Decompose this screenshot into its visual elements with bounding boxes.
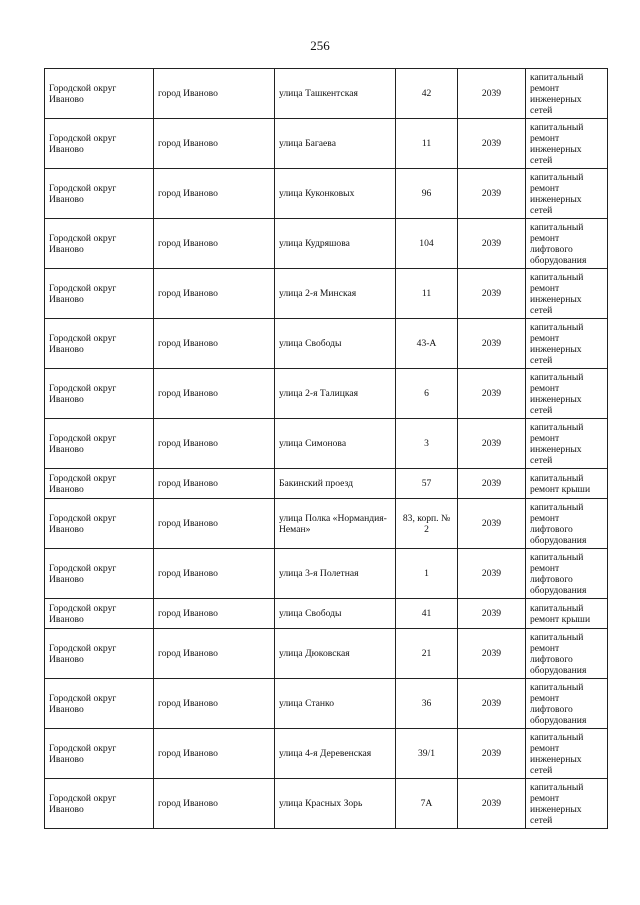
city-cell: город Иваново (154, 549, 275, 599)
work-type-cell: капитальный ремонт инженерных сетей (526, 729, 608, 779)
municipal-district-cell: Городской округ Иваново (45, 499, 154, 549)
city-cell: город Иваново (154, 629, 275, 679)
house-number-cell: 7А (396, 779, 458, 829)
street-cell: улица Свободы (275, 319, 396, 369)
municipal-district-cell: Городской округ Иваново (45, 549, 154, 599)
house-number-cell: 104 (396, 219, 458, 269)
house-number-cell: 43-А (396, 319, 458, 369)
table-row (45, 219, 608, 269)
street-cell: улица Кудряшова (275, 219, 396, 269)
city-cell: город Иваново (154, 419, 275, 469)
year-cell: 2039 (458, 169, 526, 219)
work-type-cell: капитальный ремонт инженерных сетей (526, 169, 608, 219)
house-number-cell: 6 (396, 369, 458, 419)
city-cell: город Иваново (154, 169, 275, 219)
city-cell: город Иваново (154, 679, 275, 729)
year-cell: 2039 (458, 599, 526, 629)
work-type-cell: капитальный ремонт инженерных сетей (526, 69, 608, 119)
city-cell: город Иваново (154, 319, 275, 369)
work-type-cell: капитальный ремонт лифтового оборудования (526, 629, 608, 679)
house-number-cell: 39/1 (396, 729, 458, 779)
house-number-cell: 11 (396, 119, 458, 169)
table-row (45, 549, 608, 599)
city-cell: город Иваново (154, 779, 275, 829)
street-cell: улица 4-я Деревенская (275, 729, 396, 779)
year-cell: 2039 (458, 629, 526, 679)
year-cell: 2039 (458, 69, 526, 119)
street-cell: улица 2-я Талицкая (275, 369, 396, 419)
municipal-district-cell: Городской округ Иваново (45, 219, 154, 269)
table-row (45, 469, 608, 499)
table-row (45, 169, 608, 219)
municipal-district-cell: Городской округ Иваново (45, 679, 154, 729)
house-number-cell: 42 (396, 69, 458, 119)
table-row (45, 499, 608, 549)
city-cell: город Иваново (154, 499, 275, 549)
street-cell: улица Полка «Нормандия-Неман» (275, 499, 396, 549)
city-cell: город Иваново (154, 219, 275, 269)
house-number-cell: 1 (396, 549, 458, 599)
municipal-district-cell: Городской округ Иваново (45, 419, 154, 469)
work-type-cell: капитальный ремонт инженерных сетей (526, 419, 608, 469)
city-cell: город Иваново (154, 469, 275, 499)
table-row (45, 419, 608, 469)
work-type-cell: капитальный ремонт инженерных сетей (526, 779, 608, 829)
municipal-district-cell: Городской округ Иваново (45, 269, 154, 319)
street-cell: улица Куконковых (275, 169, 396, 219)
house-number-cell: 3 (396, 419, 458, 469)
year-cell: 2039 (458, 679, 526, 729)
table-row (45, 629, 608, 679)
city-cell: город Иваново (154, 269, 275, 319)
house-number-cell: 96 (396, 169, 458, 219)
street-cell: улица Ташкентская (275, 69, 396, 119)
house-number-cell: 21 (396, 629, 458, 679)
house-number-cell: 83, корп. № 2 (396, 499, 458, 549)
street-cell: улица 3-я Полетная (275, 549, 396, 599)
city-cell: город Иваново (154, 599, 275, 629)
table-row (45, 269, 608, 319)
year-cell: 2039 (458, 269, 526, 319)
table-row (45, 599, 608, 629)
city-cell: город Иваново (154, 119, 275, 169)
work-type-cell: капитальный ремонт лифтового оборудования (526, 549, 608, 599)
street-cell: улица Красных Зорь (275, 779, 396, 829)
street-cell: улица Симонова (275, 419, 396, 469)
municipal-district-cell: Городской округ Иваново (45, 369, 154, 419)
year-cell: 2039 (458, 729, 526, 779)
work-type-cell: капитальный ремонт крыши (526, 469, 608, 499)
work-type-cell: капитальный ремонт инженерных сетей (526, 319, 608, 369)
work-type-cell: капитальный ремонт крыши (526, 599, 608, 629)
street-cell: улица Багаева (275, 119, 396, 169)
street-cell: улица Станко (275, 679, 396, 729)
year-cell: 2039 (458, 419, 526, 469)
table-row (45, 69, 608, 119)
work-type-cell: капитальный ремонт лифтового оборудования (526, 219, 608, 269)
municipal-district-cell: Городской округ Иваново (45, 69, 154, 119)
table-row (45, 119, 608, 169)
house-number-cell: 57 (396, 469, 458, 499)
registry-table (44, 68, 608, 829)
house-number-cell: 41 (396, 599, 458, 629)
table-row (45, 319, 608, 369)
municipal-district-cell: Городской округ Иваново (45, 169, 154, 219)
table-row (45, 729, 608, 779)
work-type-cell: капитальный ремонт лифтового оборудования (526, 679, 608, 729)
municipal-district-cell: Городской округ Иваново (45, 469, 154, 499)
work-type-cell: капитальный ремонт инженерных сетей (526, 119, 608, 169)
year-cell: 2039 (458, 319, 526, 369)
work-type-cell: капитальный ремонт лифтового оборудования (526, 499, 608, 549)
year-cell: 2039 (458, 469, 526, 499)
table-row (45, 779, 608, 829)
city-cell: город Иваново (154, 729, 275, 779)
house-number-cell: 36 (396, 679, 458, 729)
page-number: 256 (310, 38, 330, 53)
municipal-district-cell: Городской округ Иваново (45, 319, 154, 369)
municipal-district-cell: Городской округ Иваново (45, 119, 154, 169)
year-cell: 2039 (458, 499, 526, 549)
municipal-district-cell: Городской округ Иваново (45, 779, 154, 829)
municipal-district-cell: Городской округ Иваново (45, 629, 154, 679)
table-row (45, 679, 608, 729)
year-cell: 2039 (458, 219, 526, 269)
work-type-cell: капитальный ремонт инженерных сетей (526, 269, 608, 319)
house-number-cell: 11 (396, 269, 458, 319)
city-cell: город Иваново (154, 69, 275, 119)
municipal-district-cell: Городской округ Иваново (45, 599, 154, 629)
street-cell: Бакинский проезд (275, 469, 396, 499)
year-cell: 2039 (458, 549, 526, 599)
street-cell: улица 2-я Минская (275, 269, 396, 319)
year-cell: 2039 (458, 779, 526, 829)
year-cell: 2039 (458, 119, 526, 169)
city-cell: город Иваново (154, 369, 275, 419)
work-type-cell: капитальный ремонт инженерных сетей (526, 369, 608, 419)
municipal-district-cell: Городской округ Иваново (45, 729, 154, 779)
street-cell: улица Дюковская (275, 629, 396, 679)
table-row (45, 369, 608, 419)
year-cell: 2039 (458, 369, 526, 419)
registry-table-body (45, 69, 608, 829)
street-cell: улица Свободы (275, 599, 396, 629)
